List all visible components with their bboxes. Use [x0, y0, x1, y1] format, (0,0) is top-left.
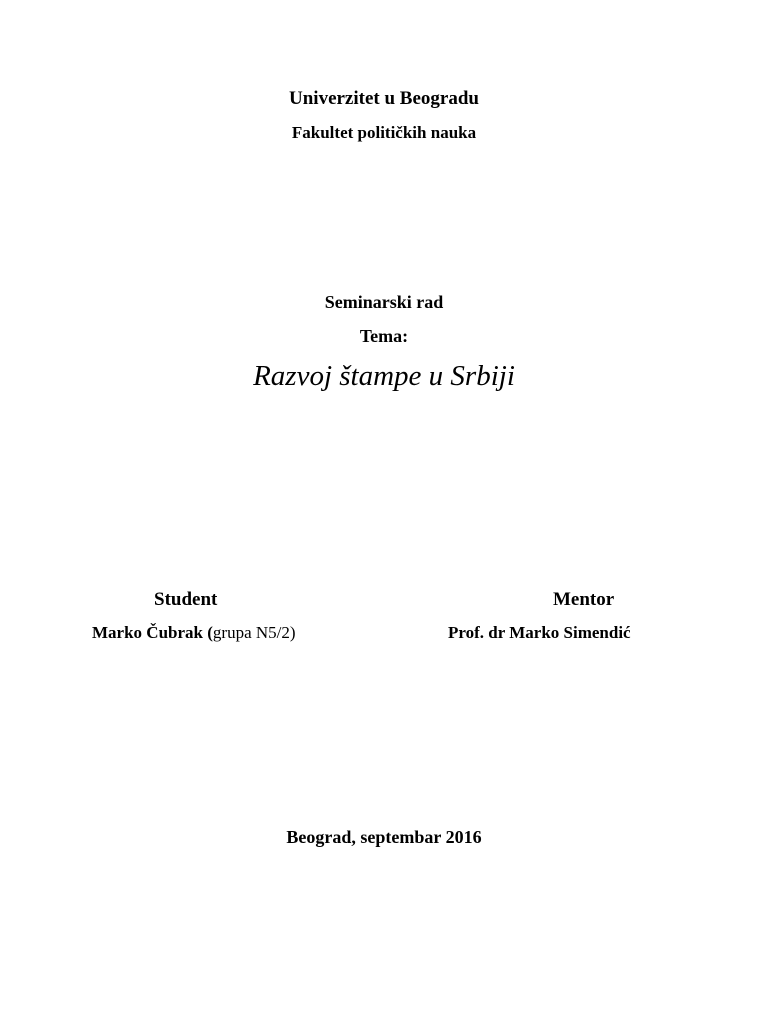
faculty-name: Fakultet političkih nauka — [291, 123, 477, 142]
student-group: grupa N5/2) — [212, 623, 296, 642]
student-heading: Student — [154, 589, 218, 610]
mentor-name: Prof. dr Marko Simendić — [448, 623, 631, 642]
university-name: Univerzitet u Beogradu — [289, 88, 479, 109]
topic-label: Tema: — [359, 326, 409, 346]
topic-title: Razvoj štampe u Srbiji — [253, 360, 515, 392]
mentor-heading: Mentor — [553, 589, 615, 610]
document-type: Seminarski rad — [324, 292, 444, 312]
student-name: Marko Čubrak ( — [92, 623, 213, 642]
place-and-date: Beograd, septembar 2016 — [286, 827, 482, 847]
student-info — [92, 624, 296, 641]
